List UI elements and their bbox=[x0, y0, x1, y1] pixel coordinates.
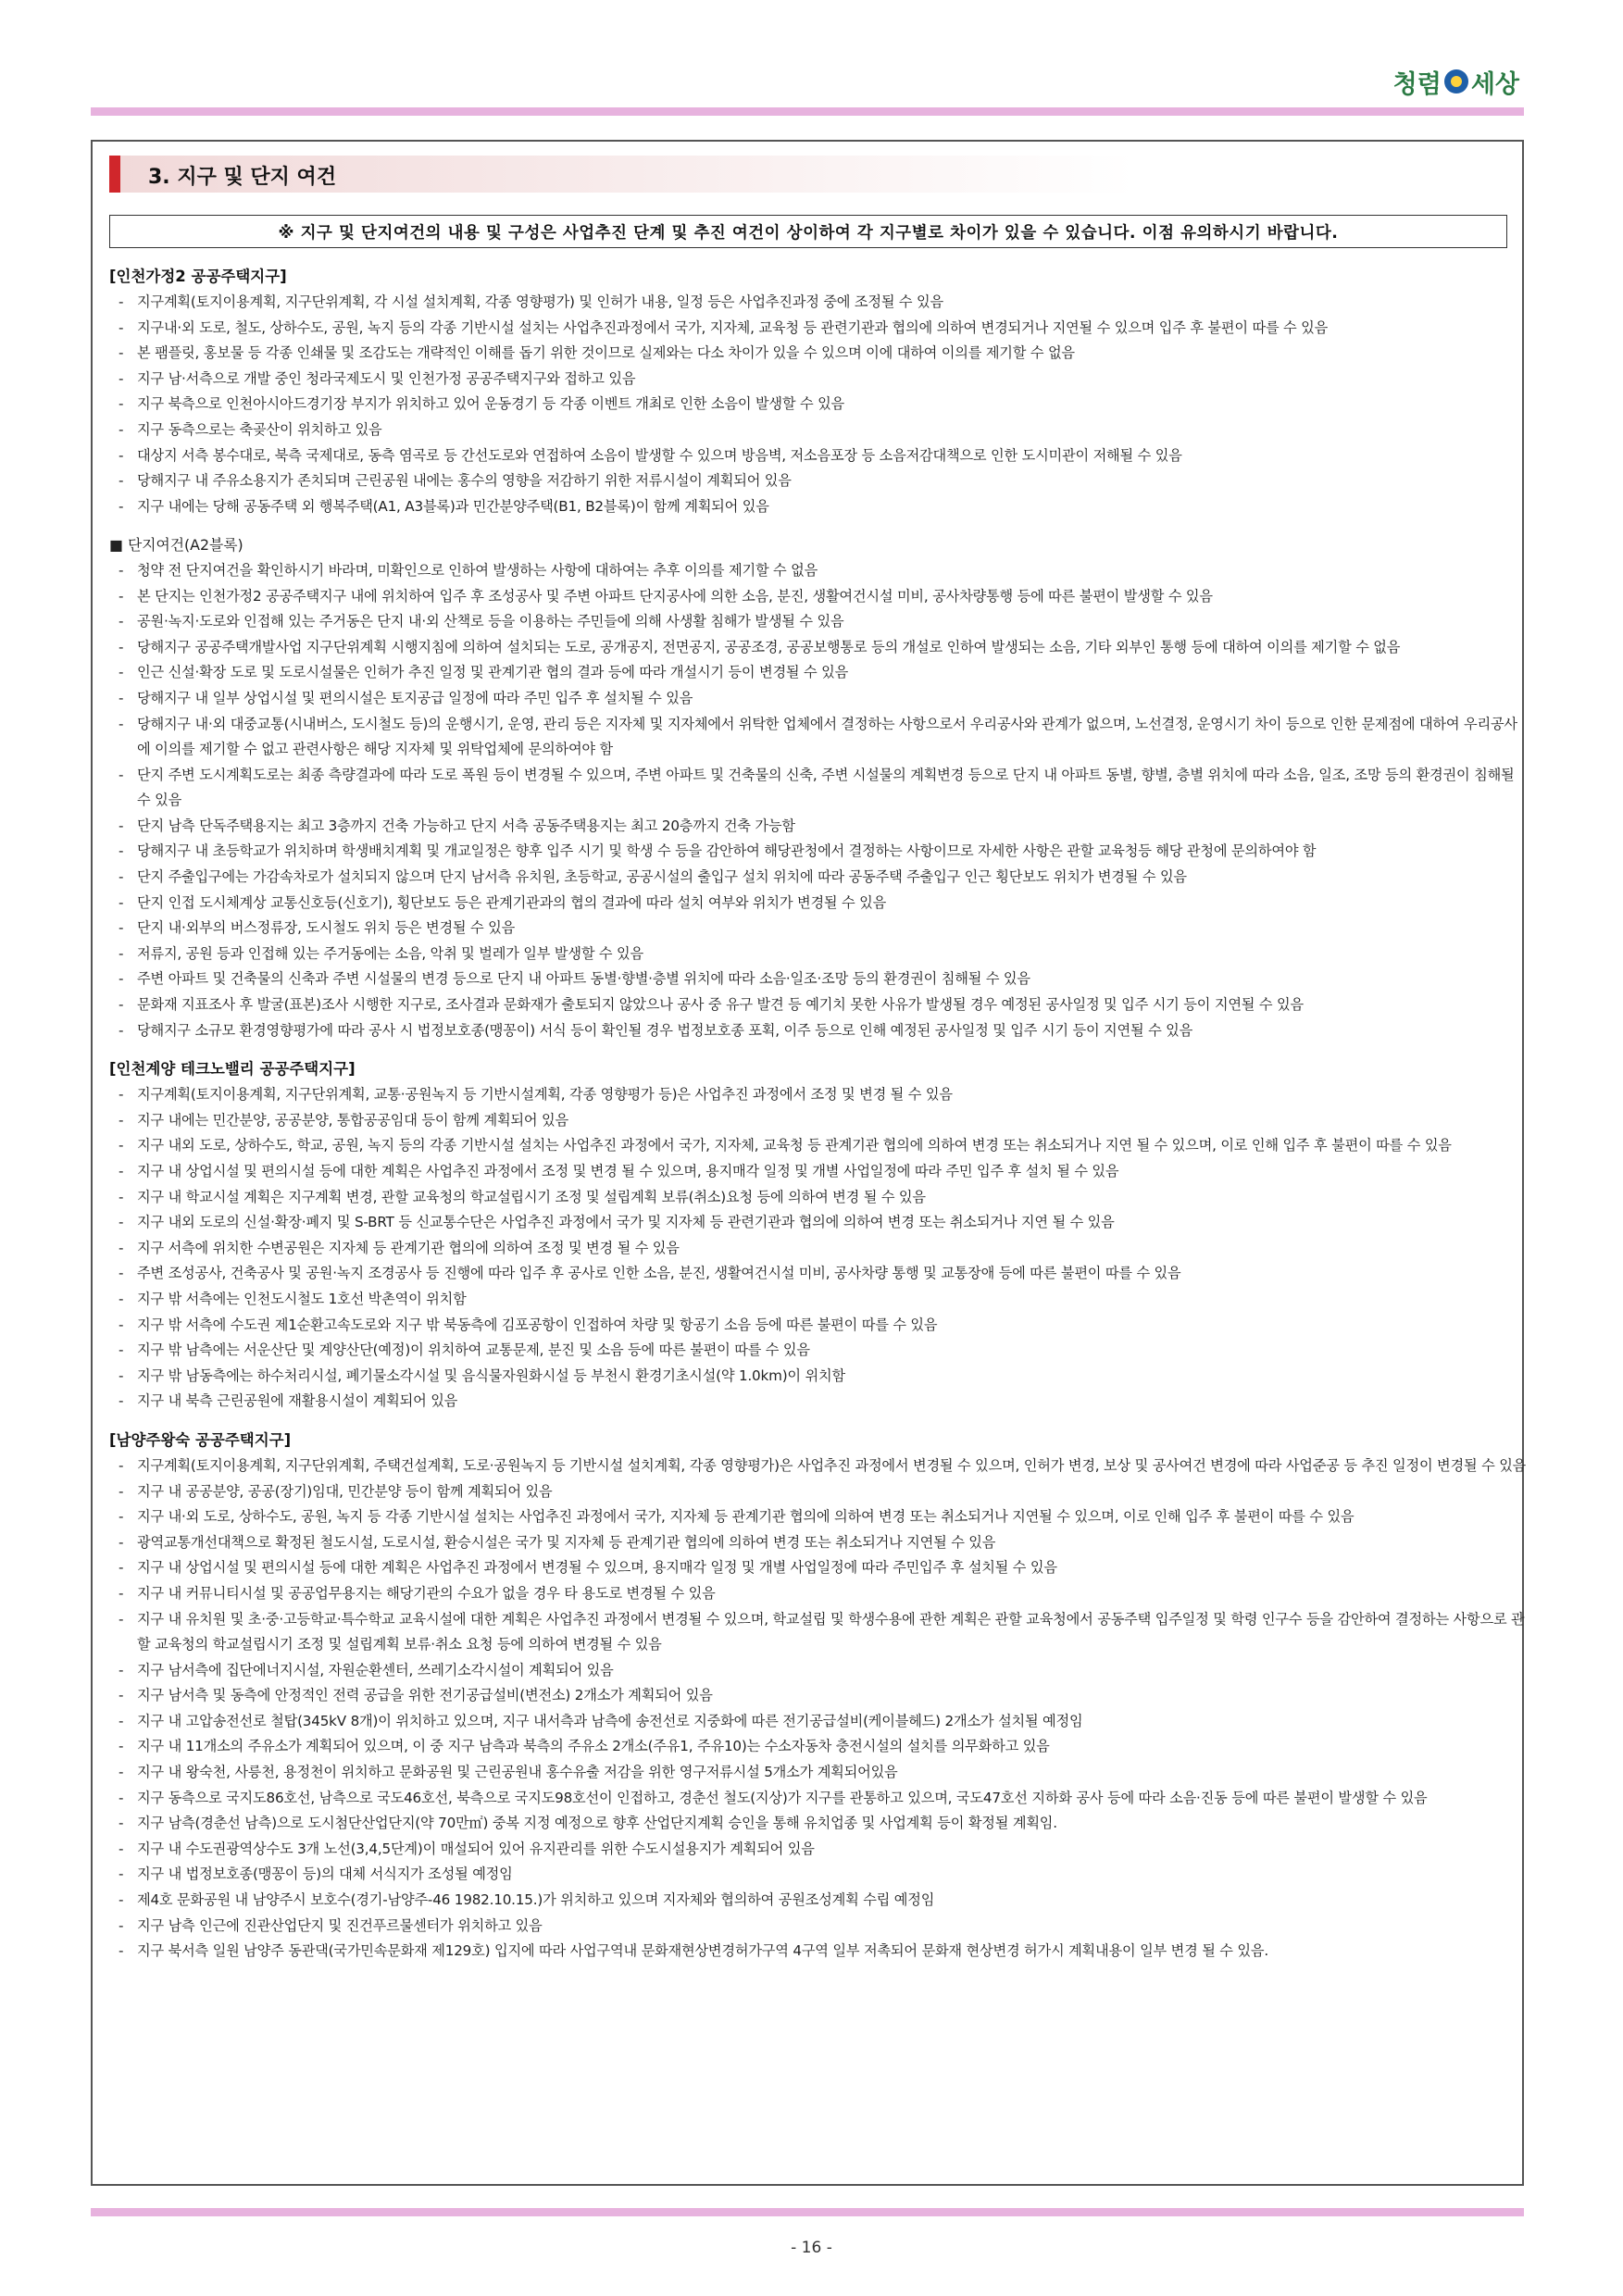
condition-item: - 당해지구 소규모 환경영향평가에 따라 공사 시 법정보호종(맹꽁이) 서식 등이 확인될 경우 법정보호종 포획, 이주 등으로 인해 예정된 공사일정 및 입주 시기 등이 지연될 수 있음 bbox=[115, 1018, 1528, 1044]
logo bbox=[1393, 61, 1519, 102]
condition-item: - 지구계획(토지이용계획, 지구단위계획, 주택건설계획, 도로·공원녹지 등 기반시설 설치계획, 각종 영향평가)은 사업추진 과정에서 변경될 수 있으며, 인허가 변경, 보상 및 공사여건 변경에 따라 사업준공 등 추진 일정이 변경될 수 있음 bbox=[115, 1454, 1528, 1479]
logo-text-left: 청렴 bbox=[1392, 69, 1442, 99]
district-heading: [남양주왕숙 공공주택지구] bbox=[109, 1430, 292, 1449]
condition-item: - 지구 동측으로는 축곶산이 위치하고 있음 bbox=[115, 418, 1528, 443]
condition-item: - 지구 내·외 도로, 상하수도, 공원, 녹지 등 각종 기반시설 설치는 사업추진 과정에서 국가, 지자체 등 관계기관 협의에 의하여 변경 또는 취소되거나 지연될 수 있으며, 이로 인해 입주 후 불편이 따를 수 있음 bbox=[115, 1504, 1528, 1530]
condition-item: - 지구 내 커뮤니티시설 및 공공업무용지는 해당기관의 수요가 없을 경우 타 용도로 변경될 수 있음 bbox=[115, 1581, 1528, 1607]
condition-item: - 단지 주변 도시계획도로는 최종 측량결과에 따라 도로 폭원 등이 변경될 수 있으며, 주변 아파트 및 건축물의 신축, 주변 시설물의 계획변경 등으로 단지 내 아파트 동별, 향별, 층별 위치에 따라 소음, 일조, 조망 등의 환경권이 침해될 수 있음 bbox=[115, 763, 1528, 814]
condition-item: - 지구 내 11개소의 주유소가 계획되어 있으며, 이 중 지구 남측과 북측의 주유소 2개소(주유1, 주유10)는 수소자동차 충전시설의 설치를 의무화하고 있음 bbox=[115, 1734, 1528, 1760]
condition-item: - 당해지구 공공주택개발사업 지구단위계획 시행지침에 의하여 설치되는 도로, 공개공지, 전면공지, 공공조경, 공공보행통로 등의 개설로 인하여 발생되는 소음, 기타 외부인 통행 등에 대하여 이의를 제기할 수 없음 bbox=[115, 635, 1528, 661]
condition-item: - 단지 내·외부의 버스정류장, 도시철도 위치 등은 변경될 수 있음 bbox=[115, 916, 1528, 942]
logo-text-right: 세상 bbox=[1470, 69, 1519, 99]
district-heading: [인천가정2 공공주택지구] bbox=[109, 268, 287, 285]
section-title-box bbox=[109, 156, 1135, 193]
section-gap bbox=[109, 1415, 1528, 1428]
condition-item: - 지구 밖 남측에는 서운산단 및 계양산단(예정)이 위치하여 교통문제, 분진 및 소음 등에 따른 불편이 따를 수 있음 bbox=[115, 1338, 1528, 1364]
condition-item: - 지구계획(토지이용계획, 지구단위계획, 각 시설 설치계획, 각종 영향평가) 및 인허가 내용, 일정 등은 사업추진과정 중에 조정될 수 있음 bbox=[115, 290, 1528, 316]
condition-item: - 지구 내외 도로, 상하수도, 학교, 공원, 녹지 등의 각종 기반시설 설치는 사업추진 과정에서 국가, 지자체, 교육청 등 관계기관 협의에 의하여 변경 또는 취소되거나 지연 될 수 있으며, 이로 인해 입주 후 불편이 따를 수 있음 bbox=[115, 1133, 1528, 1159]
condition-item: - 지구 내 법정보호종(맹꽁이 등)의 대체 서식지가 조성될 예정임 bbox=[115, 1862, 1528, 1888]
condition-item: - 지구 내 수도권광역상수도 3개 노선(3,4,5단계)이 매설되어 있어 유지관리를 위한 수도시설용지가 계획되어 있음 bbox=[115, 1837, 1528, 1863]
condition-item: - 당해지구 내 일부 상업시설 및 편의시설은 토지공급 일정에 따라 주민 입주 후 설치될 수 있음 bbox=[115, 686, 1528, 712]
condition-item: - 대상지 서측 봉수대로, 북측 국제대로, 동측 염곡로 등 간선도로와 연접하여 소음이 발생할 수 있으며 방음벽, 저소음포장 등 소음저감대책으로 인한 도시미관이 저해될 수 있음 bbox=[115, 443, 1528, 469]
logo-emblem-icon bbox=[1444, 69, 1468, 94]
condition-item: - 지구 밖 남동측에는 하수처리시설, 폐기물소각시설 및 음식물자원화시설 등 부천시 환경기초시설(약 1.0km)이 위치함 bbox=[115, 1364, 1528, 1390]
condition-item: - 지구 내 상업시설 및 편의시설 등에 대한 계획은 사업추진 과정에서 조정 및 변경 될 수 있으며, 용지매각 일정 및 개별 사업일정에 따라 주민 입주 후 설치 될 수 있음 bbox=[115, 1159, 1528, 1185]
condition-item: - 단지 남측 단독주택용지는 최고 3층까지 건축 가능하고 단지 서측 공동주택용지는 최고 20층까지 건축 가능함 bbox=[115, 814, 1528, 840]
condition-item: - 지구 밖 서측에 수도권 제1순환고속도로와 지구 밖 북동측에 김포공항이 인접하여 차량 및 항공기 소음 등에 따른 불편이 따를 수 있음 bbox=[115, 1313, 1528, 1339]
condition-item: - 지구 북서측 일원 남양주 동관댁(국가민속문화재 제129호) 입지에 따라 사업구역내 문화재현상변경허가구역 4구역 일부 저촉되어 문화재 현상변경 허가시 계획내용이 일부 변경 될 수 있음. bbox=[115, 1939, 1528, 1965]
notice-box: ※ 지구 및 단지여건의 내용 및 구성은 사업추진 단계 및 추진 여건이 상이하여 각 지구별로 차이가 있을 수 있습니다. 이점 유의하시기 바랍니다. bbox=[109, 215, 1507, 248]
condition-item: - 주변 아파트 및 건축물의 신축과 주변 시설물의 변경 등으로 단지 내 아파트 동별·향별·층별 위치에 따라 소음·일조·조망 등의 환경권이 침해될 수 있음 bbox=[115, 967, 1528, 992]
condition-item: - 지구 내 학교시설 계획은 지구계획 변경, 관할 교육청의 학교설립시기 조정 및 설립계획 보류(취소)요청 등에 의하여 변경 될 수 있음 bbox=[115, 1185, 1528, 1211]
condition-item: - 지구 남·서측으로 개발 중인 청라국제도시 및 인천가정 공공주택지구와 접하고 있음 bbox=[115, 367, 1528, 393]
conditions-content bbox=[109, 264, 1528, 1965]
condition-item: - 지구 남서측에 집단에너지시설, 자원순환센터, 쓰레기소각시설이 계획되어 있음 bbox=[115, 1658, 1528, 1684]
condition-item: - 단지 주출입구에는 가감속차로가 설치되지 않으며 단지 남서측 유치원, 초등학교, 공공시설의 출입구 설치 위치에 따라 공동주택 주출입구 인근 횡단보도 위치가 변경될 수 있음 bbox=[115, 865, 1528, 891]
header-divider bbox=[91, 107, 1524, 116]
condition-item: - 인근 신설·확장 도로 및 도로시설물은 인허가 추진 일정 및 관계기관 협의 결과 등에 따라 개설시기 등이 변경될 수 있음 bbox=[115, 660, 1528, 686]
condition-item: - 지구내·외 도로, 철도, 상하수도, 공원, 녹지 등의 각종 기반시설 설치는 사업추진과정에서 국가, 지자체, 교육청 등 관련기관과 협의에 의하여 변경되거나 지연될 수 있으며 입주 후 불편이 따를 수 있음 bbox=[115, 316, 1528, 342]
condition-item: - 본 팸플릿, 홍보물 등 각종 인쇄물 및 조감도는 개략적인 이해를 돕기 위한 것이므로 실제와는 다소 차이가 있을 수 있으며 이에 대하여 이의를 제기할 수 없음 bbox=[115, 341, 1528, 367]
condition-item: - 지구 남서측 및 동측에 안정적인 전력 공급을 위한 전기공급설비(변전소) 2개소가 계획되어 있음 bbox=[115, 1683, 1528, 1709]
condition-item: - 당해지구 내·외 대중교통(시내버스, 도시철도 등)의 운행시기, 운영, 관리 등은 지자체 및 지자체에서 위탁한 업체에서 결정하는 사항으로서 우리공사와 관계가 없으며, 노선결정, 운영시기 차이 등으로 인한 문제점에 대하여 우리공사에 이의를 제기할 수 없고 관련사항은 해당 지자체 및 위탁업체에 문의하여야 함 bbox=[115, 712, 1528, 763]
condition-item: - 지구 내 고압송전선로 철탑(345kV 8개)이 위치하고 있으며, 지구 내서측과 남측에 송전선로 지중화에 따른 전기공급설비(케이블헤드) 2개소가 설치될 예정임 bbox=[115, 1709, 1528, 1735]
condition-item: - 주변 조성공사, 건축공사 및 공원·녹지 조경공사 등 진행에 따라 입주 후 공사로 인한 소음, 분진, 생활여건시설 미비, 공사차량 통행 및 교통장애 등에 따른 불편이 따를 수 있음 bbox=[115, 1261, 1528, 1287]
condition-item: - 문화재 지표조사 후 발굴(표본)조사 시행한 지구로, 조사결과 문화재가 출토되지 않았으나 공사 중 유구 발견 등 예기치 못한 사유가 발생될 경우 예정된 공사일정 및 입주 시기 등이 지연될 수 있음 bbox=[115, 992, 1528, 1018]
condition-item: - 지구 내에는 당해 공동주택 외 행복주택(A1, A3블록)과 민간분양주택(B1, B2블록)이 함께 계획되어 있음 bbox=[115, 494, 1528, 520]
section-gap bbox=[109, 1043, 1528, 1056]
condition-item: - 당해지구 내 주유소용지가 존치되며 근린공원 내에는 홍수의 영향을 저감하기 위한 저류시설이 계획되어 있음 bbox=[115, 468, 1528, 494]
complex-sub-heading: ■ 단지여건(A2블록) bbox=[109, 536, 243, 555]
footer-divider bbox=[91, 2208, 1524, 2216]
condition-item: - 저류지, 공원 등과 인접해 있는 주거동에는 소음, 악취 및 벌레가 일부 발생할 수 있음 bbox=[115, 942, 1528, 967]
condition-item: - 지구 남측 인근에 진관산업단지 및 진건푸르물센터가 위치하고 있음 bbox=[115, 1914, 1528, 1940]
condition-item: - 지구 서측에 위치한 수변공원은 지자체 등 관계기관 협의에 의하여 조정 및 변경 될 수 있음 bbox=[115, 1236, 1528, 1262]
condition-item: - 지구 내외 도로의 신설·확장·폐지 및 S-BRT 등 신교통수단은 사업추진 과정에서 국가 및 지자체 등 관련기관과 협의에 의하여 변경 또는 취소되거나 지연 될 수 있음 bbox=[115, 1210, 1528, 1236]
condition-item: - 지구 밖 서측에는 인천도시철도 1호선 박촌역이 위치함 bbox=[115, 1287, 1528, 1313]
condition-item: - 공원·녹지·도로와 인접해 있는 주거동은 단지 내·외 산책로 등을 이용하는 주민들에 의해 사생활 침해가 발생될 수 있음 bbox=[115, 609, 1528, 635]
condition-item: - 지구 내 공공분양, 공공(장기)임대, 민간분양 등이 함께 계획되어 있음 bbox=[115, 1479, 1528, 1505]
condition-item: - 제4호 문화공원 내 남양주시 보호수(경기-남양주-46 1982.10.15.)가 위치하고 있으며 지자체와 협의하여 공원조성계획 수립 예정임 bbox=[115, 1888, 1528, 1914]
district-heading: [인천계양 테크노밸리 공공주택지구] bbox=[109, 1060, 356, 1079]
condition-item: - 지구 북측으로 인천아시아드경기장 부지가 위치하고 있어 운동경기 등 각종 이벤트 개최로 인한 소음이 발생할 수 있음 bbox=[115, 392, 1528, 418]
condition-item: - 본 단지는 인천가정2 공공주택지구 내에 위치하여 입주 후 조성공사 및 주변 아파트 단지공사에 의한 소음, 분진, 생활여건시설 미비, 공사차량통행 등에 따른 불편이 발생할 수 있음 bbox=[115, 584, 1528, 610]
condition-item: - 지구 내 상업시설 및 편의시설 등에 대한 계획은 사업추진 과정에서 변경될 수 있으며, 용지매각 일정 및 개별 사업일정에 따라 주민입주 후 설치될 수 있음 bbox=[115, 1555, 1528, 1581]
condition-item: - 지구 내 왕숙천, 사릉천, 용정천이 위치하고 문화공원 및 근린공원내 홍수유출 저감을 위한 영구저류시설 5개소가 계획되어있음 bbox=[115, 1760, 1528, 1786]
condition-item: - 광역교통개선대책으로 확정된 철도시설, 도로시설, 환승시설은 국가 및 지자체 등 관계기관 협의에 의하여 변경 또는 취소되거나 지연될 수 있음 bbox=[115, 1530, 1528, 1556]
condition-item: - 당해지구 내 초등학교가 위치하며 학생배치계획 및 개교일정은 향후 입주 시기 및 학생 수 등을 감안하여 해당관청에서 결정하는 사항이므로 자세한 사항은 관할 교육청등 해당 관청에 문의하여야 함 bbox=[115, 839, 1528, 865]
condition-item: - 지구계획(토지이용계획, 지구단위계획, 교통·공원녹지 등 기반시설계획, 각종 영향평가 등)은 사업추진 과정에서 조정 및 변경 될 수 있음 bbox=[115, 1082, 1528, 1108]
condition-item: - 지구 내 북측 근린공원에 재활용시설이 계획되어 있음 bbox=[115, 1389, 1528, 1415]
condition-item: - 지구 내 유치원 및 초·중·고등학교·특수학교 교육시설에 대한 계획은 사업추진 과정에서 변경될 수 있으며, 학교설립 및 학생수용에 관한 계획은 관할 교육청에서 공동주택 입주일정 및 학령 인구수 등을 감안하여 결정하는 사항으로 관할 교육청의 학교설립시기 조정 및 설립계획 보류·취소 요청 등에 의하여 변경될 수 있음 bbox=[115, 1607, 1528, 1658]
page-number: - 16 - bbox=[791, 2239, 832, 2257]
condition-item: - 지구 동측으로 국지도86호선, 남측으로 국도46호선, 북측으로 국지도98호선이 인접하고, 경춘선 철도(지상)가 지구를 관통하고 있으며, 국도47호선 지하화 공사 등에 따라 소음·진동 등에 따른 불편이 발생할 수 있음 bbox=[115, 1786, 1528, 1812]
condition-item: - 단지 인접 도시체계상 교통신호등(신호기), 횡단보도 등은 관계기관과의 협의 결과에 따라 설치 여부와 위치가 변경될 수 있음 bbox=[115, 891, 1528, 917]
condition-item: - 지구 남측(경춘선 남측)으로 도시첨단산업단지(약 70만㎡) 중복 지정 예정으로 향후 산업단지계획 승인을 통해 유치업종 및 사업계획 등이 확정될 계획임. bbox=[115, 1811, 1528, 1837]
condition-item: - 지구 내에는 민간분양, 공공분양, 통합공공임대 등이 함께 계획되어 있음 bbox=[115, 1108, 1528, 1134]
section-title: 3. 지구 및 단지 여건 bbox=[148, 166, 337, 189]
condition-item: - 청약 전 단지여건을 확인하시기 바라며, 미확인으로 인하여 발생하는 사항에 대하여는 추후 이의를 제기할 수 없음 bbox=[115, 558, 1528, 584]
